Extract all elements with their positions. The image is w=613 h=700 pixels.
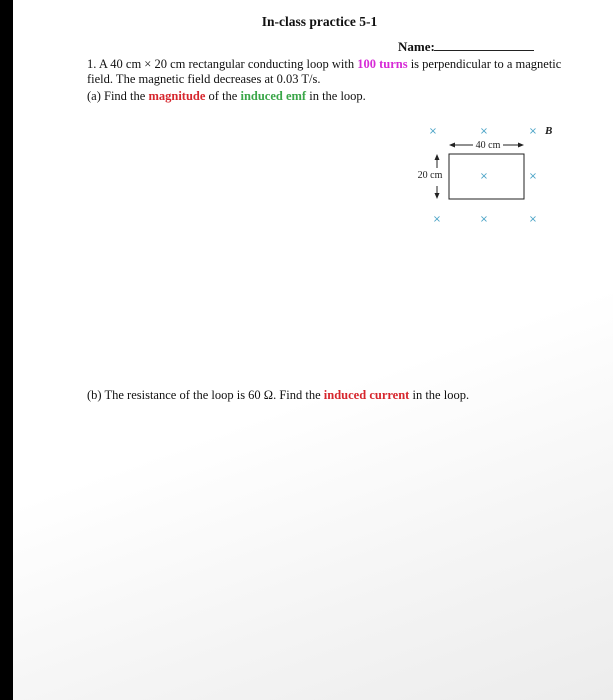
part-a-prefix: (a) Find the bbox=[87, 89, 149, 103]
part-b-question bbox=[87, 388, 469, 403]
turns-highlight: 100 turns bbox=[357, 57, 408, 71]
problem-intro-rest: is perpendicular to a magnetic field. The magnetic field decreases at 0.03 T/s. bbox=[87, 57, 562, 86]
width-arrowhead-right bbox=[518, 143, 524, 148]
induced-highlight: induced bbox=[323, 388, 367, 402]
field-cross: × bbox=[528, 126, 538, 137]
part-a-suffix: in the loop. bbox=[306, 89, 366, 103]
width-label: 40 cm bbox=[475, 140, 501, 151]
field-cross: × bbox=[479, 126, 489, 137]
problem-intro: A 40 cm × 20 cm rectangular conducting loop with bbox=[98, 57, 358, 71]
page bbox=[13, 0, 613, 700]
height-label: 20 cm bbox=[417, 170, 443, 181]
name-label: Name: bbox=[398, 39, 435, 54]
current-highlight: current bbox=[369, 388, 410, 402]
magnitude-highlight: magnitude bbox=[148, 89, 206, 103]
width-arrowhead-left bbox=[449, 143, 455, 148]
field-cross: × bbox=[428, 126, 438, 137]
part-b-prefix: (b) The resistance of the loop is 60 Ω. Find the bbox=[87, 388, 324, 402]
left-edge-bar bbox=[0, 0, 13, 700]
name-blank-line bbox=[434, 50, 534, 51]
part-b-suffix: in the loop. bbox=[409, 388, 470, 402]
field-cross: × bbox=[432, 214, 442, 225]
height-arrowhead-top bbox=[435, 154, 440, 160]
field-b-label: B⃗ bbox=[545, 125, 561, 137]
field-cross: × bbox=[479, 171, 489, 182]
field-cross: × bbox=[528, 171, 538, 182]
part-a-question bbox=[87, 89, 366, 104]
problem-number: 1. bbox=[87, 57, 97, 71]
loop-diagram bbox=[405, 118, 580, 228]
field-cross: × bbox=[528, 214, 538, 225]
problem-statement bbox=[87, 57, 567, 87]
part-a-mid: of the bbox=[205, 89, 241, 103]
height-arrowhead-bottom bbox=[435, 193, 440, 199]
field-cross: × bbox=[479, 214, 489, 225]
page-title: In-class practice 5-1 bbox=[261, 14, 378, 29]
induced-emf-highlight: induced emf bbox=[240, 89, 307, 103]
